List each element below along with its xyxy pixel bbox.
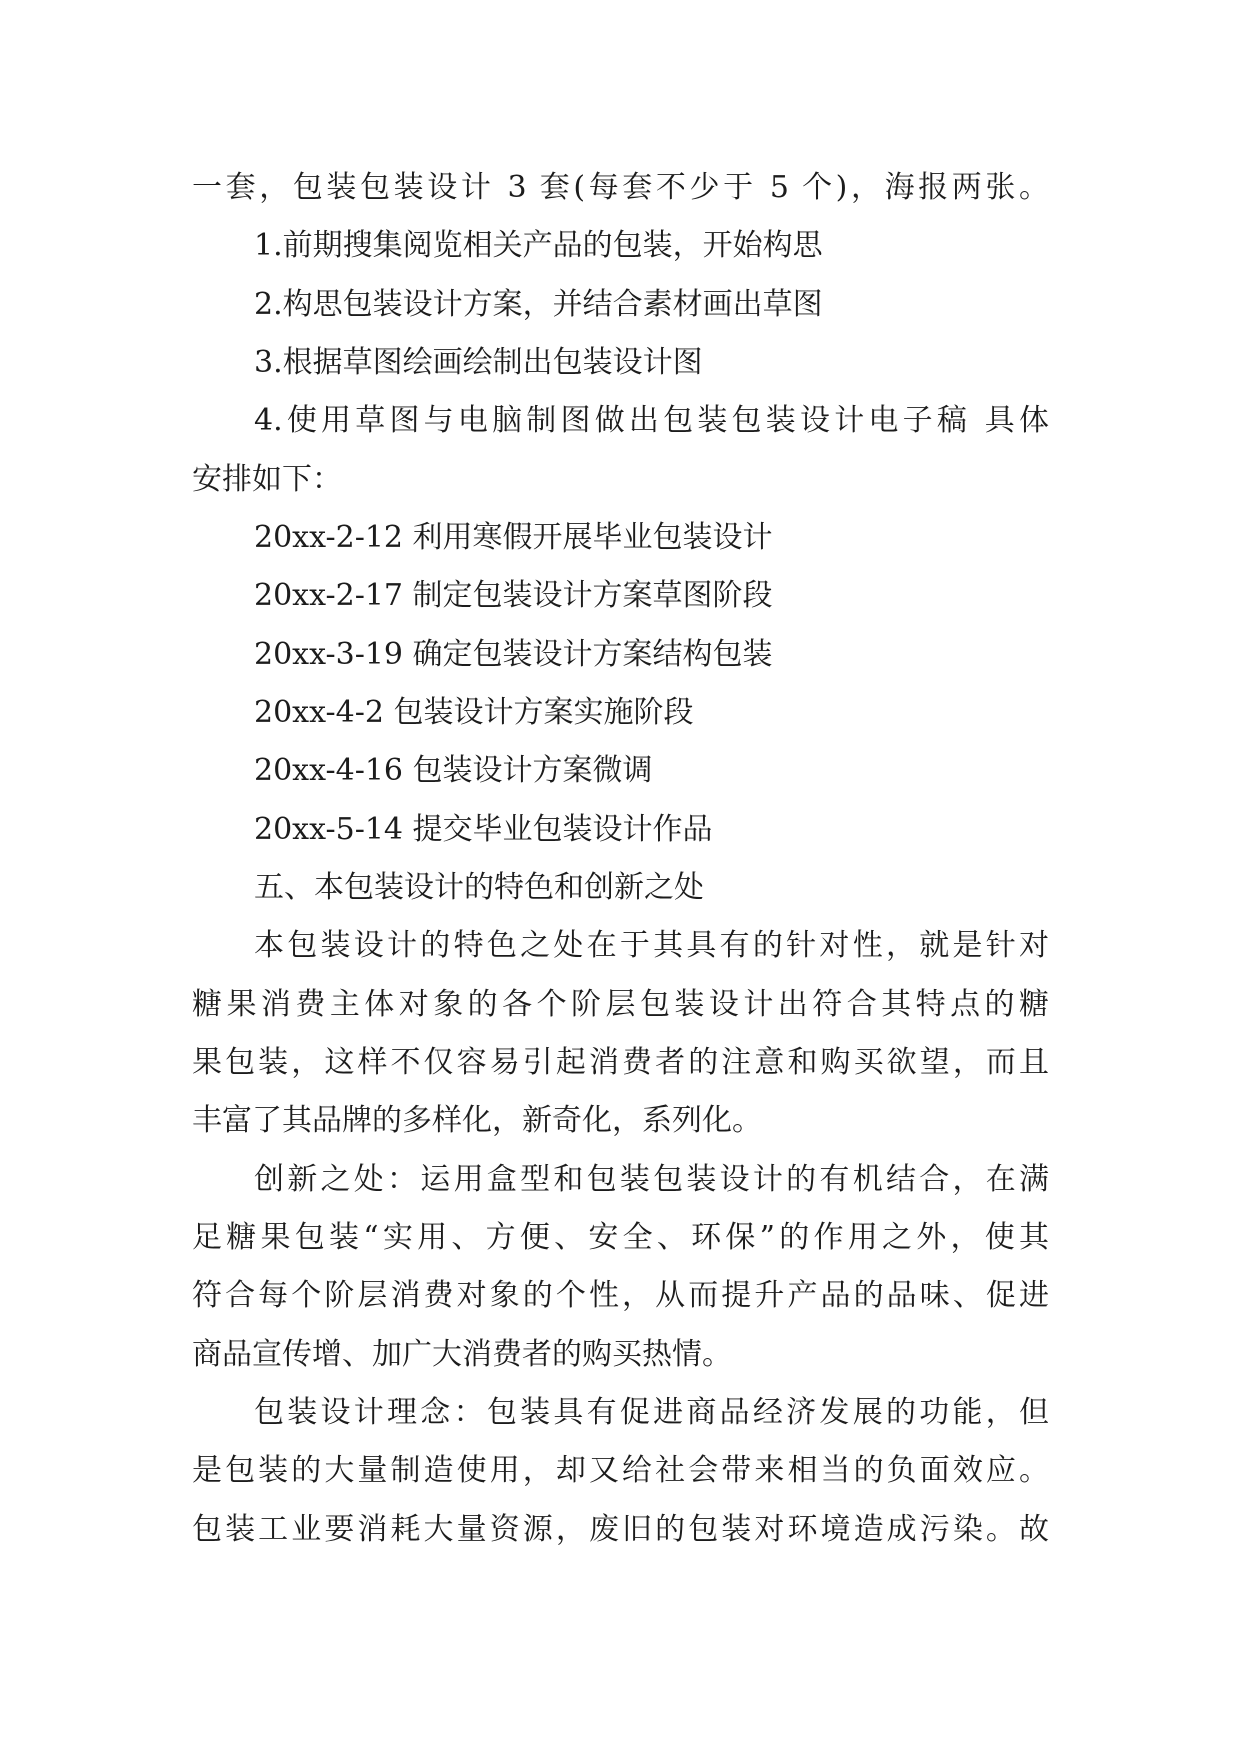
text-line: 糖果消费主体对象的各个阶层包装设计出符合其特点的糖 — [192, 987, 1049, 1022]
text-line: 3.根据草图绘画绘制出包装设计图 — [254, 345, 703, 380]
text-line: 商品宣传增、加广大消费者的购买热情。 — [192, 1337, 732, 1372]
text-line: 1.前期搜集阅览相关产品的包装，开始构思 — [254, 228, 823, 263]
text-line: 是包装的大量制造使用，却又给社会带来相当的负面效应。 — [192, 1453, 1049, 1488]
text-line: 2.构思包装设计方案，并结合素材画出草图 — [254, 287, 823, 322]
text-line: 包装工业要消耗大量资源，废旧的包装对环境造成污染。故 — [192, 1512, 1049, 1547]
text-line: 本包装设计的特色之处在于其具有的针对性，就是针对 — [254, 928, 1049, 963]
text-line: 一套，包装包装设计 3 套(每套不少于 5 个)，海报两张。 — [192, 170, 1049, 205]
text-line: 符合每个阶层消费对象的个性，从而提升产品的品味、促进 — [192, 1278, 1049, 1313]
schedule-item: 20xx-5-14 提交毕业包装设计作品 — [254, 812, 713, 847]
schedule-item: 20xx-4-2 包装设计方案实施阶段 — [254, 695, 694, 730]
text-line: 果包装，这样不仅容易引起消费者的注意和购买欲望，而且 — [192, 1045, 1049, 1080]
section-heading: 五、本包装设计的特色和创新之处 — [254, 870, 704, 905]
schedule-item: 20xx-4-16 包装设计方案微调 — [254, 753, 653, 788]
text-line: 4.使用草图与电脑制图做出包装包装设计电子稿 具体 — [254, 403, 1049, 438]
text-line: 包装设计理念：包装具有促进商品经济发展的功能，但 — [254, 1395, 1049, 1430]
text-line: 丰富了其品牌的多样化，新奇化，系列化。 — [192, 1103, 762, 1138]
text-line: 安排如下： — [192, 462, 342, 497]
text-line: 足糖果包装“实用、方便、安全、环保”的作用之外，使其 — [192, 1220, 1049, 1255]
text-line: 创新之处：运用盒型和包装包装设计的有机结合，在满 — [254, 1162, 1049, 1197]
schedule-item: 20xx-3-19 确定包装设计方案结构包装 — [254, 637, 773, 672]
schedule-item: 20xx-2-17 制定包装设计方案草图阶段 — [254, 578, 773, 613]
schedule-item: 20xx-2-12 利用寒假开展毕业包装设计 — [254, 520, 773, 555]
